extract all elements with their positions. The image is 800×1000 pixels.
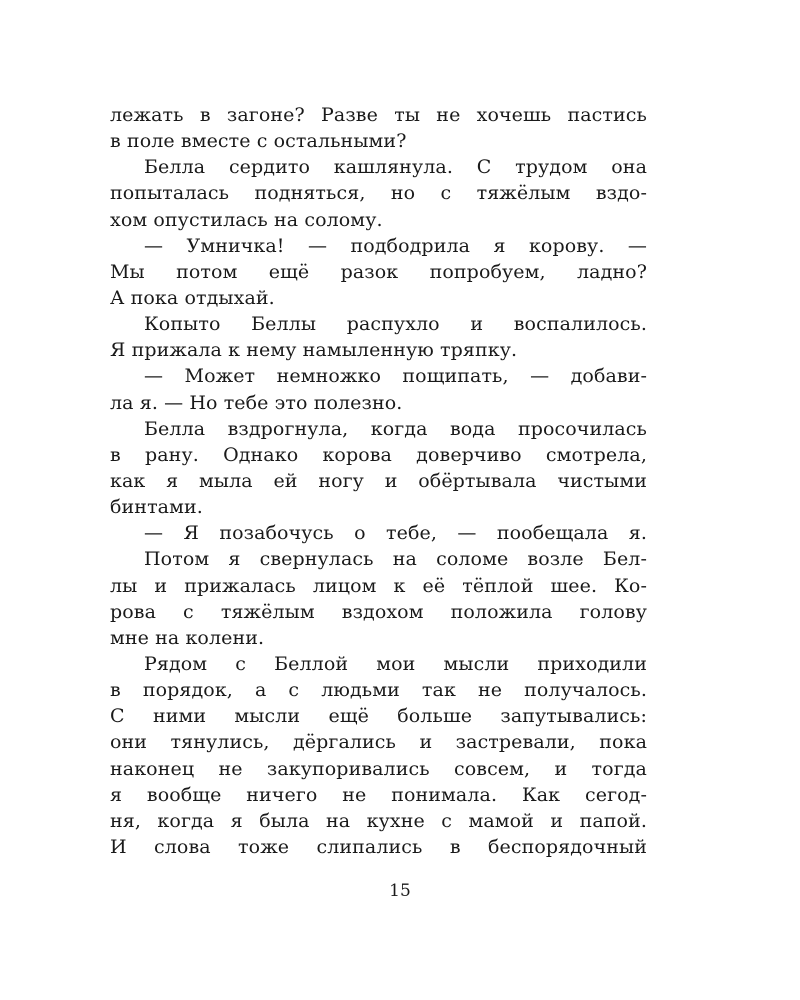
text-line: в рану. Однако корова доверчиво смотрела, — [110, 443, 647, 466]
text-line: ла я. — Но тебе это полезно. — [110, 391, 403, 414]
text-line: И слова тоже слипались в беспорядочный — [110, 835, 647, 858]
text-line: — Я позабочусь о тебе, — пообещала я. — [144, 522, 647, 545]
page-body — [110, 102, 647, 860]
text-line: ня, когда я была на кухне с мамой и папой. — [110, 809, 647, 832]
text-line: Белла вздрогнула, когда вода просочилась — [144, 417, 647, 440]
text-line: они тянулись, дёргались и застревали, пока — [110, 731, 647, 754]
text-line: я вообще ничего не понимала. Как сегод- — [110, 783, 647, 806]
text-line: — Умничка! — подбодрила я корову. — — [144, 234, 647, 257]
text-line: в порядок, а с людьми так не получалось. — [110, 679, 647, 702]
text-line: Белла сердито кашлянула. С трудом она — [144, 156, 647, 179]
text-line: Потом я свернулась на соломе возле Бел- — [144, 548, 647, 571]
text-line: — Может немножко пощипать, — добави- — [144, 365, 647, 388]
text-line: как я мыла ей ногу и обёртывала чистыми — [110, 469, 647, 492]
page-number: 15 — [389, 881, 411, 901]
text-line: наконец не закупоривались совсем, и тогда — [110, 757, 647, 780]
text-line: бинтами. — [110, 496, 203, 519]
text-line: мне на колени. — [110, 626, 265, 649]
text-line: Копыто Беллы распухло и воспалилось. — [144, 313, 647, 336]
text-line: хом опустилась на солому. — [110, 208, 383, 231]
text-line: С ними мысли ещё больше запутывались: — [110, 705, 647, 728]
text-line: А пока отдыхай. — [110, 286, 275, 309]
text-line: попыталась подняться, но с тяжёлым вздо- — [110, 182, 647, 205]
text-line: Рядом с Беллой мои мысли приходили — [144, 652, 647, 675]
text-line: рова с тяжёлым вздохом положила голову — [110, 600, 647, 623]
text-line: лы и прижалась лицом к её тёплой шее. Ко- — [110, 574, 647, 597]
text-line: лежать в загоне? Разве ты не хочешь пастись — [110, 104, 647, 126]
text-line: в поле вместе с остальными? — [110, 130, 407, 153]
text-line: Мы потом ещё разок попробуем, ладно? — [110, 260, 647, 283]
text-line: Я прижала к нему намыленную тряпку. — [110, 339, 518, 362]
